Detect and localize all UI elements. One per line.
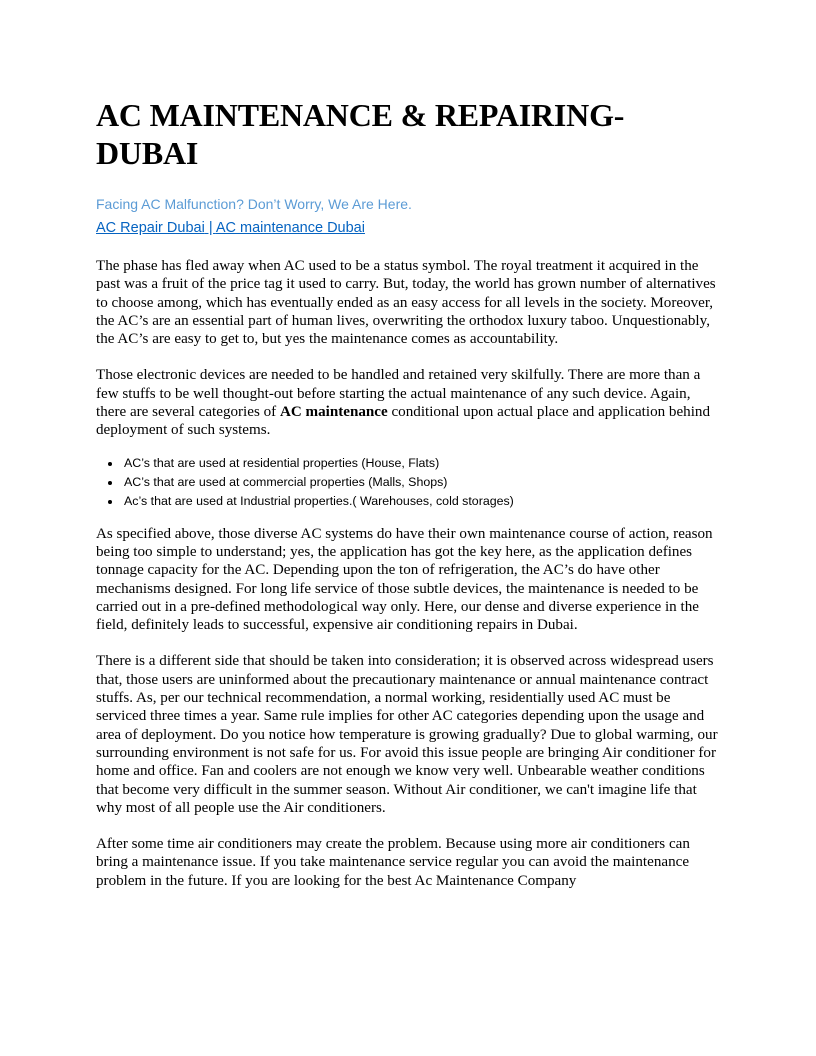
- paragraph-2-bold-term: AC maintenance: [279, 404, 388, 421]
- list-item: • AC’s that are used at residential properties (House, Flats): [122, 454, 720, 473]
- paragraph-4: There is a different side that should be taken into consideration; it is observed across widespread users that, those users are uninformed about the precautionary maintenance or annual maintenance contract stuffs. As, per our technical recommendation, a normal working, residentially used AC must be serviced three times a year. Same rule implies for other AC categories depending upon the usage and area of deployment. Do you notice how temperature is growing gradually? Due to global warming, our surrounding environment is not safe for us. For avoid this issue people are bringing Air conditioner for home and office. Fan and coolers are not enough we know very well. Unbearable weather conditions that become very difficult in the summer season. Without Air conditioner, we can't imagine life that why most of all people use the Air conditioners.: [96, 653, 718, 816]
- list-item: • Ac’s that are used at Industrial properties.( Warehouses, cold storages): [122, 492, 720, 511]
- document-page: [96, 96, 720, 890]
- list-item: • AC’s that are used at commercial properties (Malls, Shops): [122, 473, 720, 492]
- ac-maintenance-dubai-link[interactable]: AC maintenance Dubai: [215, 220, 365, 236]
- paragraph-1: The phase has fled away when AC used to be a status symbol. The royal treatment it acquired in the past was a fruit of the price tag it used to carry. But, today, the world has grown number of alternatives to choose among, which has eventually ended as an easy access for all levels in the society. Moreover, the AC’s are an essential part of human lives, overwriting the orthodox luxury taboo. Unquestionably, the AC’s are easy to get to, but yes the maintenance comes as accountability.: [96, 258, 716, 348]
- link-separator: |: [204, 220, 216, 236]
- document-subtitle: Facing AC Malfunction? Don’t Worry, We Are Here.: [96, 196, 412, 212]
- paragraph-5: After some time air conditioners may create the problem. Because using more air conditioners can bring a maintenance issue. If you take maintenance service regular you can avoid the maintenance problem in the future. If you are looking for the best Ac Maintenance Company: [96, 836, 690, 889]
- paragraph-2: [96, 366, 720, 439]
- ac-repair-dubai-link[interactable]: AC Repair Dubai: [96, 220, 205, 236]
- paragraph-2-text-after: conditional upon actual place and application behind deployment of such systems.: [96, 404, 711, 439]
- ac-category-list: [96, 454, 720, 511]
- paragraph-3: As specified above, those diverse AC systems do have their own maintenance course of action, reason being too simple to understand; yes, the application has got the key here, as the application defines tonnage capacity for the AC. Depending upon the ton of refrigeration, the AC’s do have other mechanisms designed. For long life service of those subtle devices, the maintenance is needed to be carried out in a pre-defined methodological way only. Here, our dense and diverse experience in the field, definitely leads to successful, expensive air conditioning repairs in Dubai.: [96, 525, 713, 634]
- document-title: AC MAINTENANCE & REPAIRING-DUBAI: [96, 97, 625, 171]
- paragraph-2-text-before: Those electronic devices are needed to be handled and retained very skilfully. There are more than a few stuffs to be well thought-out before starting the actual maintenance of any such device. Again, there are several categories of: [96, 367, 701, 421]
- link-line: [96, 219, 720, 237]
